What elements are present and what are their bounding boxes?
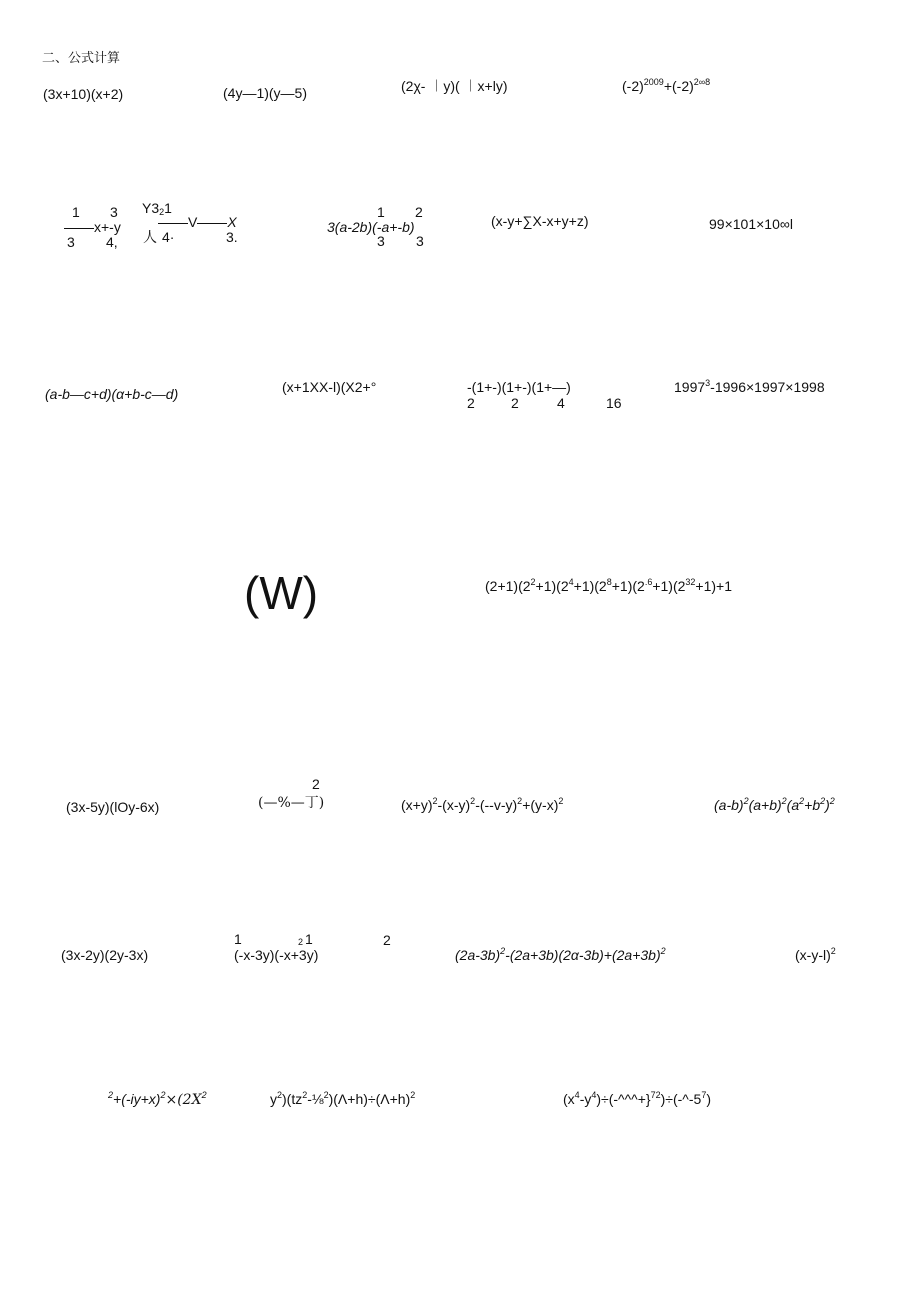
sup: 2 — [323, 1090, 329, 1100]
p: (a-b) — [714, 797, 744, 813]
frac1-top-a: 1 — [72, 204, 80, 220]
sup: 2 — [820, 796, 826, 806]
frac3-bot-a: 3 — [377, 233, 385, 249]
sup: 72 — [650, 1090, 661, 1100]
sup: 2 — [781, 796, 787, 806]
expr-r4-2 — [485, 579, 732, 593]
sup: .6 — [644, 577, 653, 587]
sup: 4 — [574, 1090, 580, 1100]
sup: 2 — [500, 946, 506, 956]
p: +b — [804, 797, 821, 813]
expr-r6-2-t2: 2 — [298, 937, 304, 947]
expr-r3-3-b1: 2 — [467, 395, 475, 411]
p: (a+b) — [748, 797, 782, 813]
sup: 2 — [517, 796, 523, 806]
frac2-mid-x: X — [227, 214, 237, 230]
frac2-mid-v: V — [188, 214, 198, 230]
sup: 32 — [685, 577, 696, 587]
sup: 2 — [743, 796, 749, 806]
frac2-top-a: Y3 — [142, 200, 160, 216]
big-w-symbol: (W) — [244, 567, 319, 619]
sup: 2 — [470, 796, 476, 806]
sup: 2 — [558, 796, 564, 806]
expr-r3-3-b3: 4 — [557, 395, 565, 411]
expr-r5-1: (3x-5y)(lOy-6x) — [66, 799, 160, 815]
expr-r3-3-top: -(1+-)(1+-)(1+—) — [467, 379, 571, 395]
sup: 2 — [432, 796, 438, 806]
p: )(Λ+h)÷(Λ+h) — [328, 1091, 411, 1107]
p: -⅛ — [307, 1091, 324, 1107]
p: -(2a+3b)(2α-3b)+(2a+3b) — [505, 947, 661, 963]
expr-r1-1: (3x+10)(x+2) — [43, 86, 124, 102]
sup: 2 — [160, 1090, 166, 1100]
sup: 2 — [277, 1090, 283, 1100]
expr-r1-4 — [622, 79, 710, 93]
frac3-top-b: 2 — [415, 204, 423, 220]
p: (2+1)(2 — [485, 578, 531, 594]
sup: 2 — [410, 1090, 416, 1100]
frac1-top-b: 3 — [110, 204, 118, 220]
frac2-mid — [158, 215, 237, 229]
frac2-bot-c: 3. — [226, 229, 238, 245]
p: ) — [706, 1091, 711, 1107]
p: +1)(2 — [652, 578, 686, 594]
expr-r3-4-a: 1997 — [674, 379, 706, 395]
sup: 8 — [606, 577, 612, 587]
expr-r3-3-b2: 2 — [511, 395, 519, 411]
sup: 4 — [591, 1090, 597, 1100]
expr-r1-4-exp1: 2009 — [643, 77, 664, 87]
expr-r5-2-top: 2 — [312, 776, 320, 792]
expr-r7-1 — [108, 1092, 207, 1107]
frac1-bot-a: 3 — [67, 234, 75, 250]
p: )÷(-^^^+} — [596, 1091, 651, 1107]
p: +1)+1 — [695, 578, 733, 594]
expr-r3-3-b4: 16 — [606, 395, 622, 411]
frac2-top-end: 1 — [164, 200, 172, 216]
frac3-top-a: 1 — [377, 204, 385, 220]
sup: 2 — [201, 1090, 207, 1100]
expr-r3-1: (a-b—c+d)(α+b-c—d) — [45, 386, 179, 402]
p: y — [270, 1091, 277, 1107]
expr-r1-4-exp2: 2∞8 — [693, 77, 711, 87]
frac1-text: x+-y — [94, 219, 121, 235]
sup: 2 — [830, 946, 836, 956]
p: +(-iy+x) — [113, 1091, 161, 1107]
p: )(tz — [282, 1091, 303, 1107]
expr-r3-4-b: -1996×1997×1998 — [710, 379, 825, 395]
frac3-text: 3(a-2b)(-a+-b) — [327, 219, 415, 235]
expr-r6-3 — [455, 948, 666, 962]
sup: 2 — [302, 1090, 308, 1100]
frac1-line — [64, 220, 121, 234]
sup: 2 — [829, 796, 835, 806]
p: (2a-3b) — [455, 947, 501, 963]
expr-r7-3 — [563, 1092, 711, 1106]
expr-r1-3: (2χ- ︱y)( ︱x+ly) — [401, 78, 508, 94]
p: +1)(2 — [611, 578, 645, 594]
expr-r1-4-base1: (-2) — [622, 78, 644, 94]
sup: 7 — [701, 1090, 707, 1100]
sup: 2 — [799, 796, 805, 806]
p: )÷(-^-5 — [660, 1091, 702, 1107]
expr-r5-2: (—%—丁) — [258, 795, 325, 811]
frac1-bot-b: 4, — [106, 234, 118, 250]
expr-r6-2: (-x-3y)(-x+3y) — [234, 947, 319, 963]
p: +1)(2 — [573, 578, 607, 594]
sup: 2 — [660, 946, 666, 956]
expr-r1-2: (4y—1)(y—5) — [223, 85, 308, 101]
frac2-bot-b: 4· — [162, 229, 175, 245]
p: (x — [563, 1091, 575, 1107]
expr-r2-4: 99×101×10∞l — [709, 216, 793, 232]
expr-r6-4 — [795, 948, 836, 962]
p: -y — [579, 1091, 592, 1107]
frac2-top-sub: 2 — [159, 207, 165, 217]
frac2-bot-a: 人 — [143, 229, 157, 245]
p: (a — [786, 797, 800, 813]
expr-r5-3 — [401, 798, 563, 812]
expr-r6-2-t3: 1 — [305, 931, 313, 947]
p: +(y-x) — [522, 797, 559, 813]
expr-r1-4-mid: +(-2) — [663, 78, 694, 94]
p: ) — [825, 797, 830, 813]
p: (x+y) — [401, 797, 433, 813]
expr-r3-4 — [674, 380, 825, 394]
p: ×(2X — [165, 1092, 202, 1108]
expr-r6-2-t1: 1 — [234, 931, 242, 947]
frac3-bot-b: 3 — [416, 233, 424, 249]
sup: 2 — [530, 577, 536, 587]
expr-r6-2-t4: 2 — [383, 932, 391, 948]
p: (x-y-l) — [795, 947, 831, 963]
expr-r5-4 — [714, 798, 835, 812]
sup: 4 — [568, 577, 574, 587]
p: -(x-y) — [437, 797, 471, 813]
section-heading: 二、公式计算 — [42, 51, 121, 66]
expr-r7-2 — [270, 1092, 415, 1106]
expr-r6-1: (3x-2y)(2y-3x) — [61, 947, 149, 963]
expr-r3-2: (x+1XX-l)(X2+° — [282, 379, 377, 395]
frac2-top — [142, 201, 172, 215]
expr-r3-4-exp: 3 — [705, 378, 711, 388]
p: -(--v-y) — [475, 797, 518, 813]
sup: 2 — [108, 1090, 114, 1100]
p: +1)(2 — [535, 578, 569, 594]
expr-r2-3: (x-y+∑X-x+y+z) — [491, 213, 589, 229]
